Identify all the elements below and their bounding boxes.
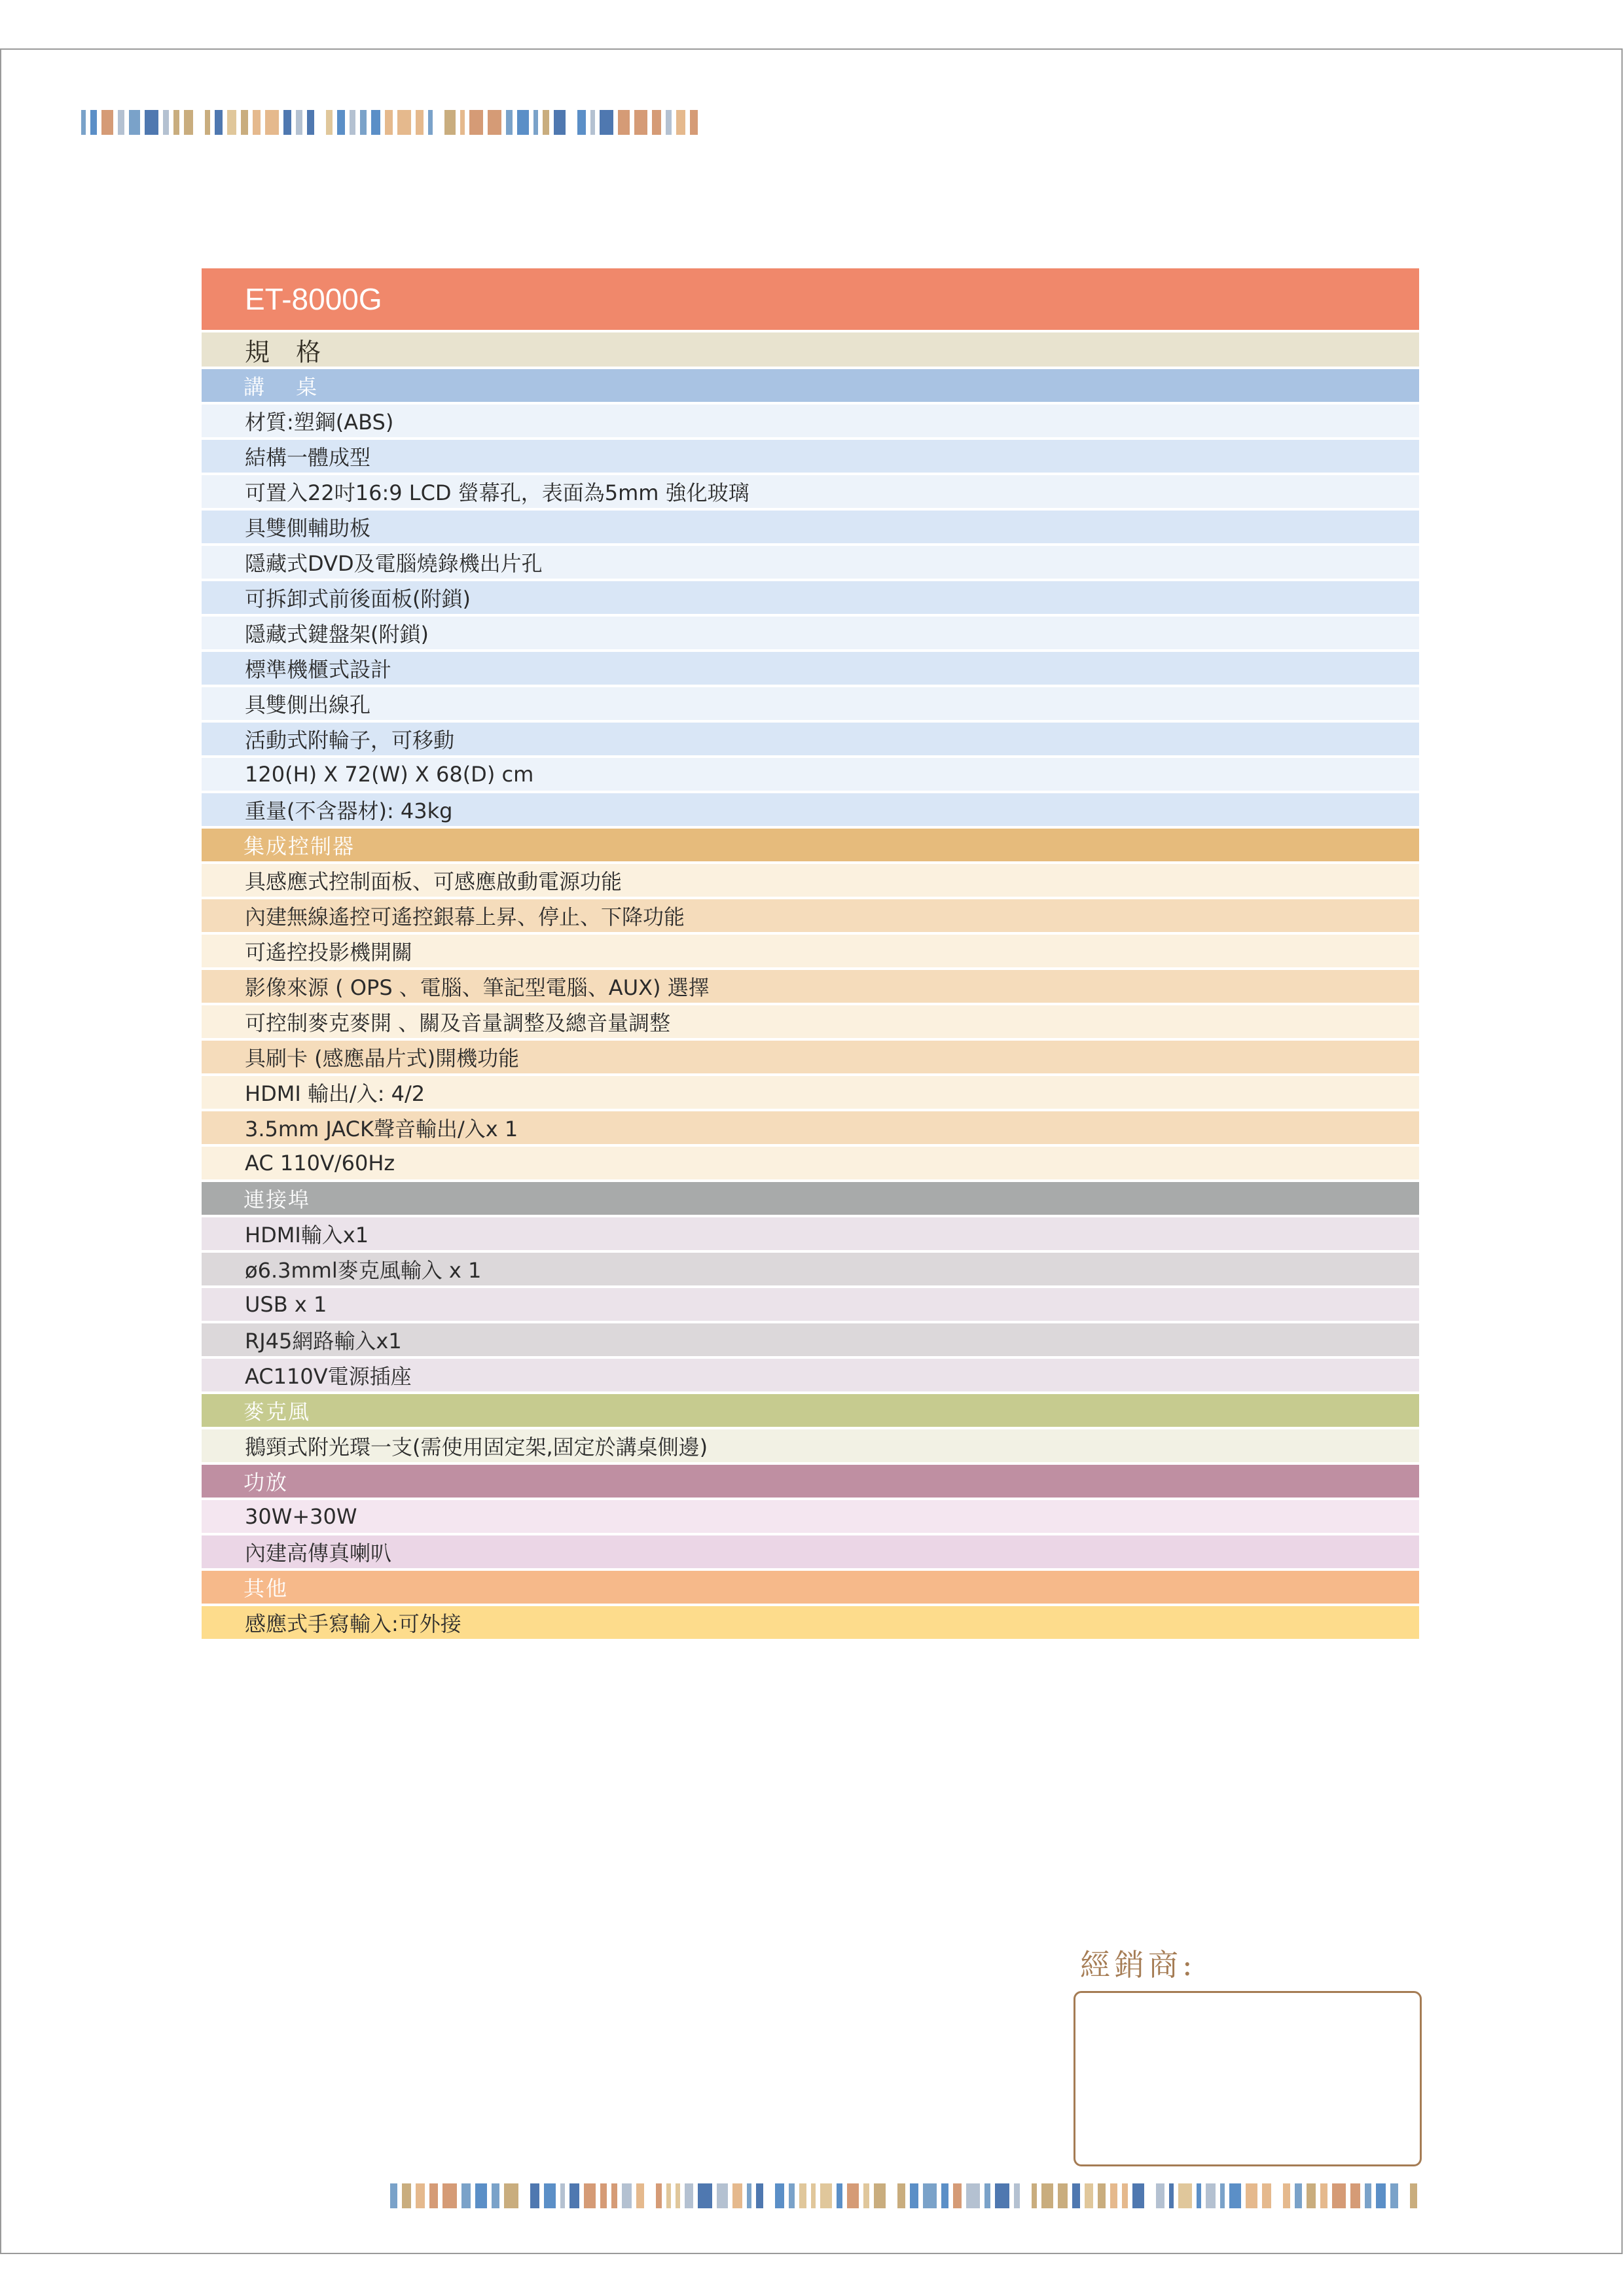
stripe-block xyxy=(747,2183,751,2208)
stripe-block xyxy=(656,2183,662,2208)
stripe-block xyxy=(676,2183,680,2208)
stripe-block xyxy=(584,2183,596,2208)
spec-row xyxy=(202,970,1419,1003)
stripe-block xyxy=(241,110,247,135)
stripe-block xyxy=(789,2183,795,2208)
dealer-label: 經銷商: xyxy=(1080,1947,1197,1982)
stripe-block xyxy=(554,110,565,135)
stripe-block xyxy=(1122,2183,1128,2208)
stripe-block xyxy=(1390,2183,1399,2208)
spec-item-text: 鵝頸式附光環一支(需使用固定架,固定於講桌側邊) xyxy=(245,1435,708,1460)
spec-item-text: 30W+30W xyxy=(245,1504,357,1529)
spec-row xyxy=(202,1288,1419,1321)
stripe-block xyxy=(215,110,223,135)
stripe-block xyxy=(265,110,279,135)
spec-row xyxy=(202,899,1419,932)
stripe-block xyxy=(666,110,672,135)
stripe-block xyxy=(1110,2183,1117,2208)
section-title: 功放 xyxy=(244,1470,289,1495)
stripe-block xyxy=(1197,2183,1201,2208)
dealer-stamp-box xyxy=(1074,1991,1422,2166)
spec-item-text: HDMI 輸出/入: 4/2 xyxy=(245,1081,425,1106)
stripe-block xyxy=(184,110,193,135)
stripe-block xyxy=(953,2183,962,2208)
stripe-block xyxy=(560,2183,565,2208)
stripe-block xyxy=(1014,2183,1020,2208)
model-title-bar xyxy=(202,268,1419,330)
stripe-block xyxy=(530,2183,539,2208)
spec-item-text: 3.5mm JACK聲音輸出/入x 1 xyxy=(245,1117,518,1141)
stripe-block xyxy=(283,110,291,135)
spec-row xyxy=(202,864,1419,897)
stripe-block xyxy=(676,110,685,135)
stripe-block xyxy=(717,2183,729,2208)
spec-row xyxy=(202,1217,1419,1250)
stripe-block xyxy=(1098,2183,1106,2208)
stripe-block xyxy=(732,2183,742,2208)
stripe-block xyxy=(995,2183,1009,2208)
stripe-block xyxy=(1085,2183,1093,2208)
spec-row xyxy=(202,687,1419,720)
stripe-block xyxy=(1365,2183,1372,2208)
stripe-block xyxy=(652,110,661,135)
stripe-block xyxy=(253,110,261,135)
stripe-block xyxy=(1376,2183,1385,2208)
stripe-block xyxy=(1072,2183,1081,2208)
stripe-block xyxy=(371,110,380,135)
stripe-block xyxy=(227,110,236,135)
spec-item-text: 內建高傳真喇叭 xyxy=(245,1541,392,1566)
stripe-block xyxy=(1206,2183,1215,2208)
stripe-block xyxy=(1320,2183,1327,2208)
stripe-block xyxy=(1283,2183,1290,2208)
stripe-block xyxy=(326,110,333,135)
spec-item-text: 內建無線遙控可遙控銀幕上昇、停止、下降功能 xyxy=(245,905,685,929)
stripe-block xyxy=(173,110,179,135)
stripe-block xyxy=(533,110,538,135)
stripe-block xyxy=(910,2183,918,2208)
stripe-block xyxy=(863,2183,869,2208)
spec-row xyxy=(202,758,1419,791)
stripe-block xyxy=(307,110,314,135)
spec-item-text: 結構一體成型 xyxy=(245,445,371,470)
spec-row xyxy=(202,475,1419,508)
stripe-block xyxy=(385,110,393,135)
stripe-block xyxy=(685,2183,693,2208)
stripe-block xyxy=(634,110,648,135)
stripe-block xyxy=(350,110,355,135)
stripe-block xyxy=(475,2183,487,2208)
stripe-block xyxy=(847,2183,859,2208)
stripe-block xyxy=(1307,2183,1316,2208)
spec-item-text: 感應式手寫輸入:可外接 xyxy=(245,1611,461,1636)
stripe-block xyxy=(428,110,433,135)
stripe-block xyxy=(444,110,456,135)
spec-row xyxy=(202,1076,1419,1109)
stripe-block xyxy=(118,110,124,135)
section-title: 麥克風 xyxy=(244,1399,311,1424)
stripe-block xyxy=(460,110,465,135)
spec-heading: 規 格 xyxy=(245,337,331,367)
stripe-block xyxy=(666,2183,671,2208)
stripe-block xyxy=(1350,2183,1360,2208)
stripe-block xyxy=(1229,2183,1241,2208)
stripe-block xyxy=(1332,2183,1346,2208)
spec-item-text: 可遙控投影機開關 xyxy=(245,940,413,965)
stripe-block xyxy=(129,110,140,135)
stripe-block xyxy=(416,2183,425,2208)
spec-item-text: 活動式附輪子，可移動 xyxy=(245,728,455,753)
spec-item-text: USB x 1 xyxy=(245,1292,327,1317)
stripe-block xyxy=(390,2183,397,2208)
stripe-block xyxy=(296,110,302,135)
stripe-block xyxy=(1132,2183,1144,2208)
section-header xyxy=(202,1571,1419,1604)
spec-row xyxy=(202,511,1419,543)
stripe-block xyxy=(820,2183,832,2208)
stripe-block xyxy=(543,110,549,135)
stripe-block xyxy=(600,2183,607,2208)
spec-row xyxy=(202,935,1419,967)
decorative-stripe-bottom xyxy=(390,2183,1422,2208)
stripe-block xyxy=(402,2183,411,2208)
stripe-block xyxy=(611,2183,617,2208)
spec-row xyxy=(202,1005,1419,1038)
spec-item-text: RJ45網路輸入x1 xyxy=(245,1329,402,1354)
section-title: 其他 xyxy=(244,1576,289,1601)
spec-row xyxy=(202,793,1419,826)
spec-row xyxy=(202,440,1419,473)
spec-item-text: ø6.3mml麥克風輸入 x 1 xyxy=(245,1258,482,1283)
spec-item-text: 材質:塑鋼(ABS) xyxy=(245,410,394,435)
stripe-block xyxy=(1058,2183,1067,2208)
spec-sections xyxy=(202,369,1419,1639)
section-header xyxy=(202,829,1419,861)
stripe-block xyxy=(941,2183,948,2208)
stripe-block xyxy=(416,110,424,135)
spec-row xyxy=(202,652,1419,685)
section-title: 連接埠 xyxy=(244,1187,311,1212)
stripe-block xyxy=(811,2183,816,2208)
stripe-block xyxy=(1410,2183,1417,2208)
spec-item-text: 可拆卸式前後面板(附鎖) xyxy=(245,586,471,611)
spec-row xyxy=(202,1041,1419,1073)
section-header xyxy=(202,369,1419,402)
spec-item-text: 可置入22吋16:9 LCD 螢幕孔，表面為5mm 強化玻璃 xyxy=(245,480,749,505)
spec-item-text: 影像來源 ( OPS 、電腦、筆記型電腦、AUX) 選擇 xyxy=(245,975,710,1000)
stripe-block xyxy=(569,2183,579,2208)
spec-item-text: 具感應式控制面板、可感應啟動電源功能 xyxy=(245,869,623,894)
spec-item-text: 具雙側出線孔 xyxy=(245,692,371,717)
stripe-block xyxy=(984,2183,990,2208)
section-title: 集成控制器 xyxy=(244,834,355,859)
spec-item-text: AC 110V/60Hz xyxy=(245,1151,395,1175)
stripe-block xyxy=(205,110,211,135)
stripe-block xyxy=(506,110,513,135)
stripe-block xyxy=(897,2183,906,2208)
decorative-stripe-top xyxy=(81,110,710,135)
spec-row xyxy=(202,404,1419,437)
section-header xyxy=(202,1465,1419,1498)
stripe-block xyxy=(923,2183,937,2208)
stripe-block xyxy=(145,110,158,135)
spec-row xyxy=(202,1429,1419,1462)
stripe-block xyxy=(1220,2183,1225,2208)
stripe-block xyxy=(1295,2183,1302,2208)
stripe-block xyxy=(461,2183,471,2208)
stripe-block xyxy=(81,110,86,135)
spec-item-text: 具雙側輔助板 xyxy=(245,516,371,541)
stripe-block xyxy=(799,2183,806,2208)
spec-row xyxy=(202,546,1419,579)
stripe-block xyxy=(544,2183,556,2208)
section-header xyxy=(202,1182,1419,1215)
spec-item-text: 120(H) X 72(W) X 68(D) cm xyxy=(245,762,534,787)
stripe-block xyxy=(874,2183,886,2208)
stripe-block xyxy=(636,2183,645,2208)
stripe-block xyxy=(1262,2183,1271,2208)
stripe-block xyxy=(517,110,528,135)
spec-item-text: 標準機櫃式設計 xyxy=(245,657,392,682)
stripe-block xyxy=(163,110,169,135)
stripe-block xyxy=(837,2183,842,2208)
spec-row xyxy=(202,1323,1419,1356)
stripe-block xyxy=(469,110,483,135)
spec-item-text: AC110V電源插座 xyxy=(245,1364,412,1389)
stripe-block xyxy=(1032,2183,1038,2208)
spec-row xyxy=(202,1359,1419,1391)
stripe-block xyxy=(690,110,698,135)
spec-row xyxy=(202,1147,1419,1179)
spec-row xyxy=(202,1500,1419,1533)
stripe-block xyxy=(397,110,411,135)
stripe-block xyxy=(1246,2183,1257,2208)
spec-item-text: HDMI輸入x1 xyxy=(245,1223,369,1247)
stripe-block xyxy=(360,110,367,135)
stripe-block xyxy=(337,110,345,135)
stripe-block xyxy=(492,2183,500,2208)
stripe-block xyxy=(1178,2183,1193,2208)
stripe-block xyxy=(1169,2183,1174,2208)
section-title: 講 桌 xyxy=(244,374,319,399)
stripe-block xyxy=(756,2183,763,2208)
stripe-block xyxy=(442,2183,457,2208)
spec-item-text: 具刷卡 (感應晶片式)開機功能 xyxy=(245,1046,520,1071)
stripe-block xyxy=(577,110,586,135)
stripe-block xyxy=(698,2183,712,2208)
stripe-block xyxy=(590,110,595,135)
stripe-block xyxy=(1041,2183,1053,2208)
spec-row xyxy=(202,1111,1419,1144)
section-header xyxy=(202,1394,1419,1427)
stripe-block xyxy=(775,2183,784,2208)
stripe-block xyxy=(1156,2183,1164,2208)
spec-item-text: 隱藏式DVD及電腦燒錄機出片孔 xyxy=(245,551,543,576)
spec-row xyxy=(202,1253,1419,1285)
spec-heading-bar xyxy=(202,332,1419,367)
stripe-block xyxy=(101,110,113,135)
stripe-block xyxy=(622,2183,631,2208)
spec-row xyxy=(202,1535,1419,1568)
spec-sheet xyxy=(202,268,1419,1639)
spec-row xyxy=(202,723,1419,755)
spec-item-text: 可控制麥克麥開 、關及音量調整及總音量調整 xyxy=(245,1011,671,1035)
stripe-block xyxy=(488,110,501,135)
stripe-block xyxy=(600,110,613,135)
spec-row xyxy=(202,617,1419,649)
model-name: ET-8000G xyxy=(245,282,382,316)
spec-row xyxy=(202,1606,1419,1639)
spec-row xyxy=(202,581,1419,614)
spec-item-text: 重量(不含器材): 43kg xyxy=(245,798,453,823)
stripe-block xyxy=(966,2183,981,2208)
stripe-block xyxy=(618,110,629,135)
stripe-block xyxy=(504,2183,518,2208)
stripe-block xyxy=(429,2183,438,2208)
stripe-block xyxy=(90,110,97,135)
spec-item-text: 隱藏式鍵盤架(附鎖) xyxy=(245,622,429,647)
